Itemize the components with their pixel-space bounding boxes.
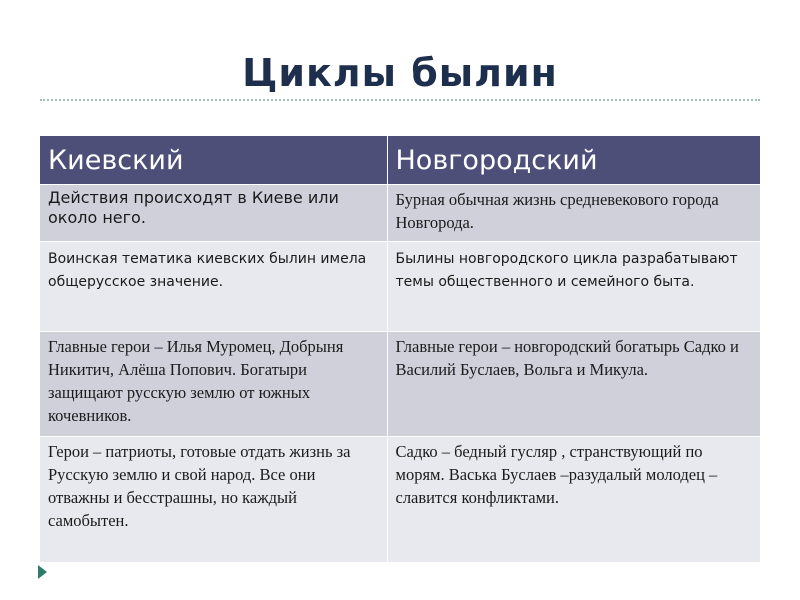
cell-kiev: Действия происходят в Киеве или около него. [40,185,387,242]
header-novgorod: Новгородский [387,136,760,185]
cell-novgorod: Былины новгородского цикла разрабатывают темы общественного и семейного быта. [387,242,760,332]
cell-novgorod: Главные герои – новгородский богатырь Садко и Василий Буслаев, Вольга и Микула. [387,332,760,437]
cell-novgorod: Садко – бедный гусляр , странствующий по морям. Васька Буслаев –разудалый молодец – славится конфликтами. [387,437,760,563]
cell-kiev: Воинская тематика киевских былин имела общерусское значение. [40,242,387,332]
cell-novgorod: Бурная обычная жизнь средневекового города Новгорода. [387,185,760,242]
cell-kiev: Главные герои – Илья Муромец, Добрыня Никитич, Алёша Попович. Богатыри защищают русскую землю от южных кочевников. [40,332,387,437]
header-kiev: Киевский [40,136,387,185]
table-row [40,242,760,332]
title-divider [40,99,760,101]
table-row [40,437,760,563]
table-row [40,185,760,242]
comparison-table [40,136,761,563]
cell-kiev: Герои – патриоты, готовые отдать жизнь за Русскую землю и свой народ. Все они отважны и бесстрашны, но каждый самобытен. [40,437,387,563]
slide-title: Циклы былин [242,51,558,95]
header-row [40,136,760,185]
play-arrow-icon[interactable] [38,565,47,579]
table-row [40,332,760,437]
